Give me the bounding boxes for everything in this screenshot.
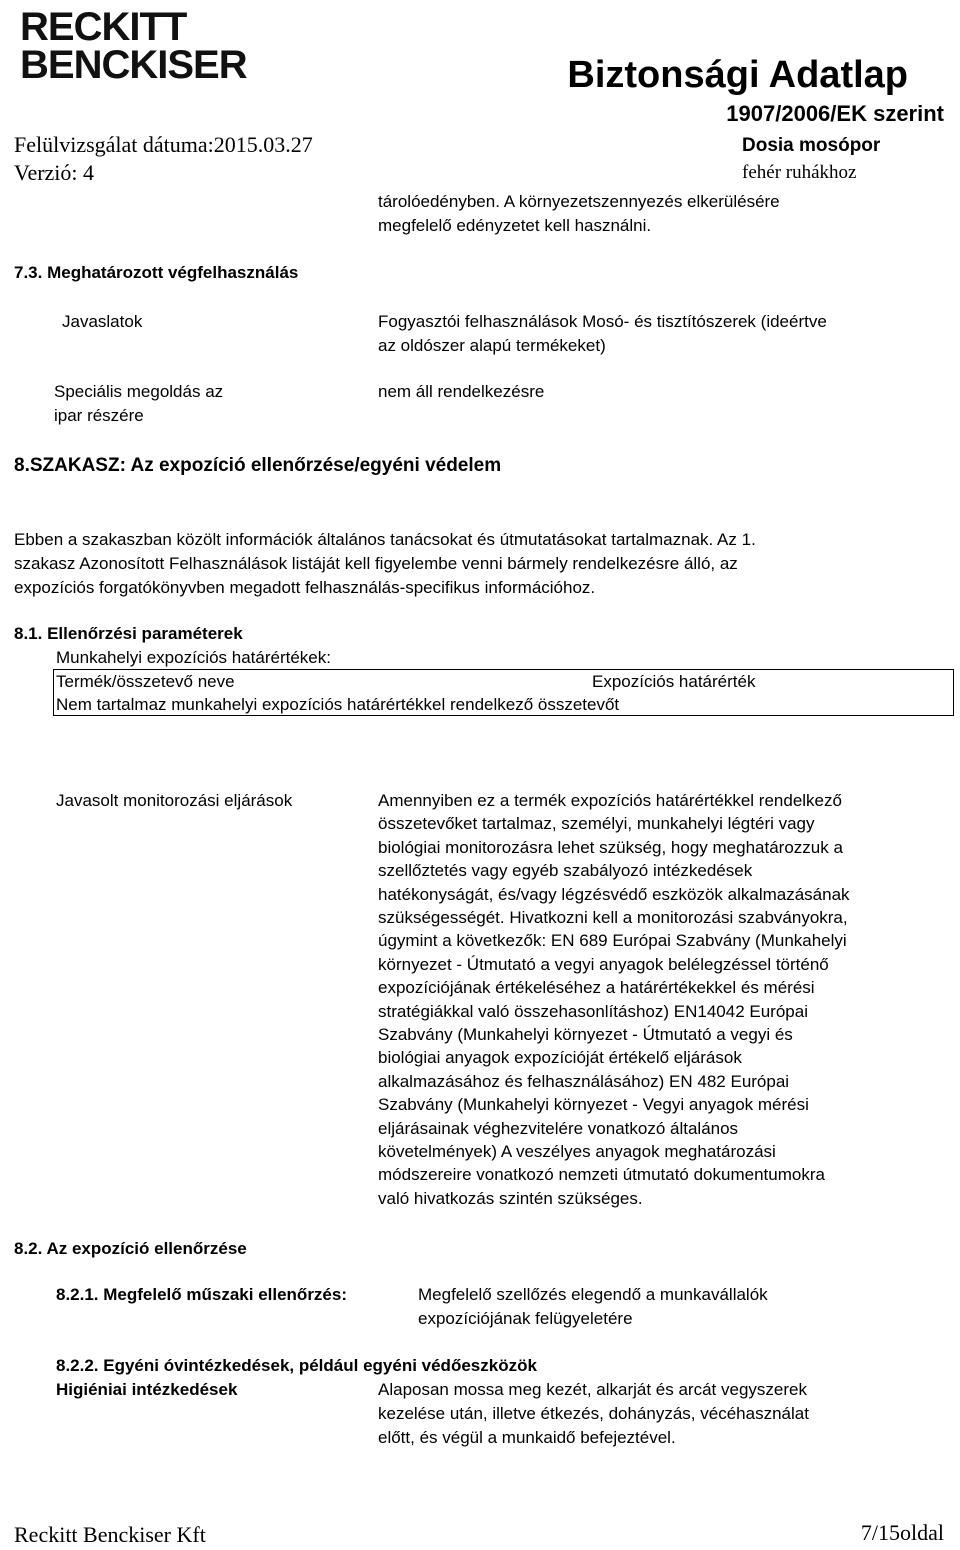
- logo-line-1: RECKITT: [20, 5, 187, 49]
- table-header-limit: Expozíciós határérték: [592, 672, 756, 691]
- monitoring-text-line: szükségességét. Hivatkozni kell a monitorozási szabványokra,: [378, 908, 848, 927]
- section-8-1-subheading: Munkahelyi expozíciós határértékek:: [56, 648, 331, 667]
- hygiene-label: Higiéniai intézkedések: [56, 1380, 238, 1399]
- product-variant: fehér ruhákhoz: [742, 162, 857, 183]
- section-7-3-heading: 7.3. Meghatározott végfelhasználás: [14, 263, 299, 282]
- section-8-2-1-heading: 8.2.1. Megfelelő műszaki ellenőrzés:: [56, 1285, 348, 1304]
- section-8-intro-line-2: szakasz Azonosított Felhasználások listáját kell figyelembe venni bármely rendelkezésre álló, az: [14, 554, 738, 573]
- industry-solution-value: nem áll rendelkezésre: [378, 382, 545, 401]
- section-8-2-1-line-1: Megfelelő szellőzés elegendő a munkavállalók: [418, 1285, 768, 1304]
- industry-solution-label-line-1: Speciális megoldás az: [54, 382, 224, 401]
- continued-text-line-2: megfelelő edényzetet kell használni.: [378, 216, 652, 235]
- document-title: Biztonsági Adatlap: [567, 54, 908, 96]
- monitoring-label: Javasolt monitorozási eljárások: [56, 791, 293, 810]
- section-8-heading: 8.SZAKASZ: Az expozíció ellenőrzése/egyéni védelem: [14, 455, 502, 476]
- recommendations-label: Javaslatok: [62, 312, 143, 331]
- footer-page-number: 7/15oldal: [860, 1520, 944, 1545]
- monitoring-text-line: Szabvány (Munkahelyi környezet - Útmutató a vegyi és: [378, 1025, 793, 1044]
- product-name: Dosia mosópor: [742, 135, 881, 156]
- section-8-1-heading: 8.1. Ellenőrzési paraméterek: [14, 624, 243, 643]
- monitoring-text-line: összetevőket tartalmaz, személyi, munkahelyi légtéri vagy: [378, 814, 815, 834]
- continued-text-line-1: tárolóedényben. A környezetszennyezés elkerülésére: [378, 192, 780, 211]
- monitoring-text-line: biológiai monitorozásra lehet szükség, hogy meghatározzuk a: [378, 837, 843, 857]
- section-8-2-heading: 8.2. Az expozíció ellenőrzése: [14, 1239, 247, 1258]
- industry-solution-label-line-2: ipar részére: [54, 406, 144, 425]
- regulation-reference: 1907/2006/EK szerint: [726, 101, 944, 126]
- section-8-2-1-line-2: expozíciójának felügyeletére: [418, 1309, 633, 1328]
- monitoring-text-line: módszereire vonatkozó nemzeti útmutató dokumentumokra: [378, 1165, 825, 1185]
- section-8-2-2-heading: 8.2.2. Egyéni óvintézkedések, például egyéni védőeszközök: [56, 1356, 537, 1375]
- monitoring-text-line: expozíciójának értékeléséhez a határértékekkel és mérési: [378, 978, 815, 998]
- hygiene-line-1: Alaposan mossa meg kezét, alkarját és arcát vegyszerek: [378, 1380, 807, 1399]
- version-number: Verzió: 4: [14, 160, 95, 185]
- monitoring-text-line: úgymint a következők: EN 689 Európai Szabvány (Munkahelyi: [378, 931, 847, 951]
- footer-company: Reckitt Benckiser Kft: [14, 1522, 206, 1547]
- monitoring-text-line: Amennyiben ez a termék expozíciós határértékkel rendelkező: [378, 791, 842, 810]
- table-header-component: Termék/összetevő neve: [56, 672, 235, 691]
- hygiene-line-2: kezelése után, illetve étkezés, dohányzás, vécéhasználat: [378, 1404, 809, 1423]
- monitoring-text-line: stratégiákkal való összehasonlításhoz) EN14042 Európai: [378, 1001, 808, 1021]
- table-row-no-components: Nem tartalmaz munkahelyi expozíciós határértékkel rendelkező összetevőt: [56, 695, 620, 714]
- monitoring-text-line: szellőztetés vagy egyéb szabályozó intézkedések: [378, 861, 753, 881]
- monitoring-text-line: hatékonyságát, és/vagy légzésvédő eszközök alkalmazásának: [378, 884, 850, 904]
- company-logo: [20, 5, 247, 87]
- monitoring-text-line: környezet - Útmutató a vegyi anyagok belélegzéssel történő: [378, 954, 829, 974]
- section-8-intro-line-1: Ebben a szakaszban közölt információk általános tanácsokat és útmutatásokat tartalmaznak. Az 1.: [14, 530, 756, 549]
- monitoring-text-line: követelmények) A veszélyes anyagok meghatározási: [378, 1142, 776, 1161]
- recommendations-value-line-2: az oldószer alapú termékeket): [378, 336, 606, 355]
- logo-line-2: BENCKISER: [20, 43, 247, 87]
- monitoring-text-line: eljárásainak véghezvitelére vonatkozó általános: [378, 1118, 739, 1138]
- monitoring-text-line: biológiai anyagok expozícióját értékelő eljárások: [378, 1048, 742, 1068]
- recommendations-value-line-1: Fogyasztói felhasználások Mosó- és tisztítószerek (ideértve: [378, 312, 827, 331]
- monitoring-text-line: Szabvány (Munkahelyi környezet - Vegyi anyagok mérési: [378, 1095, 809, 1115]
- monitoring-text-line: való hivatkozás szintén szükséges.: [378, 1188, 643, 1208]
- hygiene-line-3: előtt, és végül a munkaidő befejeztével.: [378, 1428, 676, 1447]
- monitoring-text-line: alkalmazásához és felhasználásához) EN 482 Európai: [378, 1071, 790, 1091]
- section-8-intro-line-3: expozíciós forgatókönyvben megadott felhasználás-specifikus információhoz.: [14, 578, 596, 597]
- revision-date: Felülvizsgálat dátuma:2015.03.27: [14, 132, 313, 157]
